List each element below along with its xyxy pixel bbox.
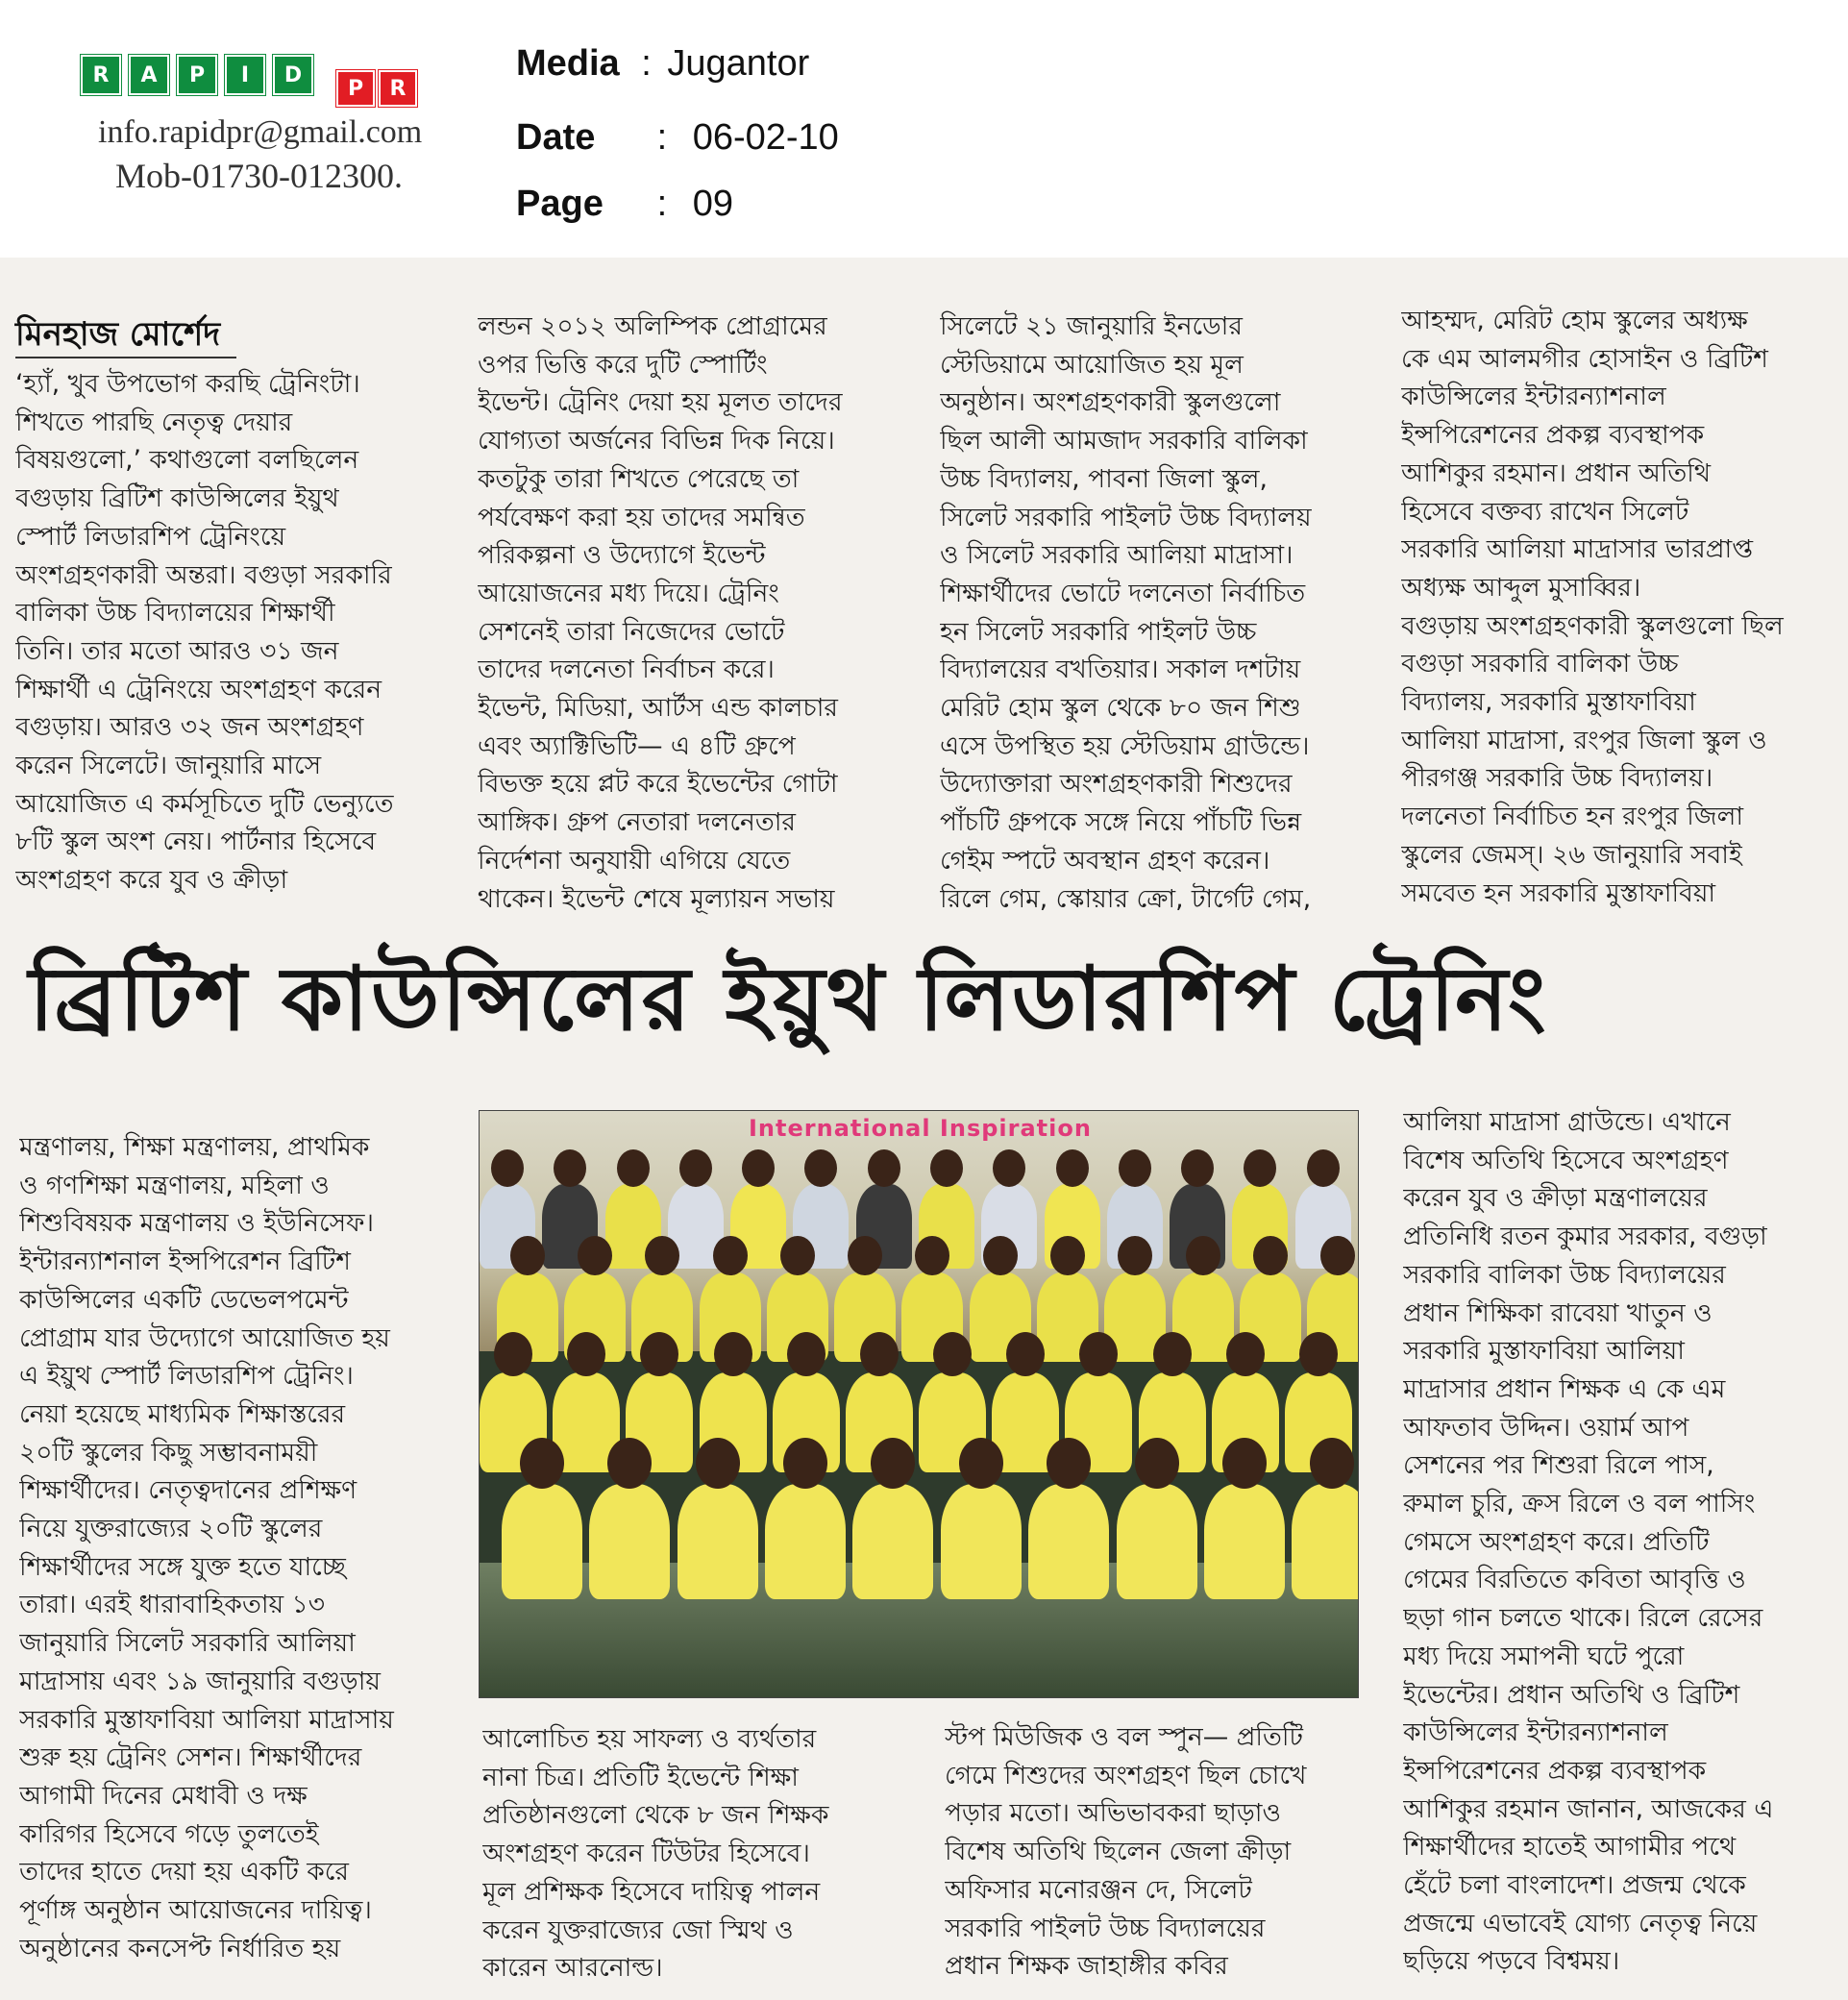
photo-banner-text: International Inspiration	[749, 1115, 1092, 1142]
column-bottom-4: আলিয়া মাদ্রাসা গ্রাউন্ডে। এখানে বিশেষ অতিথি হিসেবে অংশগ্রহণ করেন যুব ও ক্রীড়া মন্ত্রণালয়ের প্রতিনিধি রতন কুমার সরকার, বগুড়া সরকারি বালিকা উচ্চ বিদ্যালয়ের প্রধান শিক্ষিকা রাবেয়া খাতুন ও সরকারি মুস্তাফাবিয়া আলিয়া মাদ্রাসার প্রধান শিক্ষক এ কে এম আফতাব উদ্দিন। ওয়ার্ম আপ সেশনের পর শিশুরা রিলে পাস, রুমাল চুরি, ক্রস রিলে ও বল পাসিং গেমসে অংশগ্রহণ করে। প্রতিটি গেমের বিরতিতে কবিতা আবৃত্তি ও ছড়া গান চলতে থাকে। রিলে রেসের মধ্য দিয়ে সমাপনী ঘটে পুরো ইভেন্টের। প্রধান অতিথি ও ব্রিটিশ কাউন্সিলের ইন্টারন্যাশনাল ইন্সপিরেশনের প্রকল্প ব্যবস্থাপক আশিকুর রহমান জানান, আজকের এ শিক্ষার্থীদের হাতেই আগামীর পথে হেঁটে চলা বাংলাদেশ। প্রজন্ম থেকে প্রজন্মে এভাবেই যোগ্য নেতৃত্ব নিয়ে ছড়িয়ে পড়বে বিশ্বময়।	[1403, 1107, 1774, 1977]
page-value: 09	[692, 184, 733, 224]
column-bottom-1: মন্ত্রণালয়, শিক্ষা মন্ত্রণালয়, প্রাথমিক ও গণশিক্ষা মন্ত্রণালয়, মহিলা ও শিশুবিষয়ক মন্ত্রণালয় ও ইউনিসেফ। ইন্টারন্যাশনাল ইন্সপিরেশন ব্রিটিশ কাউন্সিলের একটি ডেভেলপমেন্ট প্রোগ্রাম যার উদ্যোগে আয়োজিত হয় এ ইয়ুথ স্পোর্ট লিডারশিপ ট্রেনিং। নেয়া হয়েছে মাধ্যমিক শিক্ষাস্তরের ২০টি স্কুলের কিছু সম্ভাবনাময়ী শিক্ষার্থীদের। নেতৃত্বদানের প্রশিক্ষণ নিয়ে যুক্তরাজ্যের ২০টি স্কুলের শিক্ষার্থীদের সঙ্গে যুক্ত হতে যাচ্ছে তারা। এরই ধারাবাহিকতায় ১৩ জানুয়ারি সিলেট সরকারি আলিয়া মাদ্রাসায় এবং ১৯ জানুয়ারি বগুড়ায় সরকারি মুস্তাফাবিয়া আলিয়া মাদ্রাসায় শুরু হয় ট্রেনিং সেশন। শিক্ষার্থীদের আগামী দিনের মেধাবী ও দক্ষ কারিগর হিসেবে গড়ে তুলতেই তাদের হাতে দেয়া হয় একটি করে পূর্ণাঙ্গ অনুষ্ঠান আয়োজনের দায়িত্ব। অনুষ্ঠানের কনসেপ্ট নির্ধারিত হয়	[19, 1132, 394, 1963]
logo-letter-a: A	[129, 55, 169, 95]
column-bottom-3: স্টপ মিউজিক ও বল স্পুন— প্রতিটি গেমে শিশুদের অংশগ্রহণ ছিল চোখে পড়ার মতো। অভিভাবকরা ছাড়াও বিশেষ অতিথি ছিলেন জেলা ক্রীড়া অফিসার মনোরঞ্জন দে, সিলেট সরকারি পাইলট উচ্চ বিদ্যালয়ের প্রধান শিক্ষক জাহাঙ্গীর কবির	[945, 1722, 1307, 1982]
column-top-1: ‘হ্যাঁ, খুব উপভোগ করছি ট্রেনিংটা। শিখতে পারছি নেতৃত্ব দেয়ার বিষয়গুলো,’ কথাগুলো বলছিলেন বগুড়ায় ব্রিটিশ কাউন্সিলের ইয়ুথ স্পোর্ট লিডারশিপ ট্রেনিংয়ে অংশগ্রহণকারী অন্তরা। বগুড়া সরকারি বালিকা উচ্চ বিদ্যালয়ের শিক্ষার্থী তিনি। তার মতো আরও ৩১ জন শিক্ষার্থী এ ট্রেনিংয়ে অংশগ্রহণ করেন বগুড়ায়। আরও ৩২ জন অংশগ্রহণ করেন সিলেটে। জানুয়ারি মাসে আয়োজিত এ কর্মসূচিতে দুটি ভেন্যুতে ৮টি স্কুল অংশ নেয়। পার্টনার হিসেবে অংশগ্রহণ করে যুব ও ক্রীড়া	[15, 369, 394, 896]
date-label: Date	[516, 117, 596, 158]
page-row	[516, 184, 733, 225]
column-top-2: লন্ডন ২০১২ অলিম্পিক প্রোগ্রামের ওপর ভিত্তি করে দুটি স্পোর্টিং ইভেন্ট। ট্রেনিং দেয়া হয় মূলত তাদের যোগ্যতা অর্জনের বিভিন্ন দিক নিয়ে। কতটুকু তারা শিখতে পেরেছে তা পর্যবেক্ষণ করা হয় তাদের সমন্বিত পরিকল্পনা ও উদ্যোগে ইভেন্ট আয়োজনের মধ্য দিয়ে। ট্রেনিং সেশনেই তারা নিজেদের ভোটে তাদের দলনেতা নির্বাচন করে। ইভেন্ট, মিডিয়া, আর্টস এন্ড কালচার এবং অ্যাক্টিভিটি— এ ৪টি গ্রুপে বিভক্ত হয়ে প্লট করে ইভেন্টের গোটা আঙ্গিক। গ্রুপ নেতারা দলনেতার নির্দেশনা অনুযায়ী এগিয়ে যেতে থাকেন। ইভেন্ট শেষে মূল্যায়ন সভায়	[478, 311, 843, 914]
rapid-pr-logo	[81, 55, 427, 199]
page-separator: :	[656, 184, 668, 224]
media-row	[516, 43, 809, 85]
date-separator: :	[656, 117, 668, 158]
column-top-3: সিলেটে ২১ জানুয়ারি ইনডোর স্টেডিয়ামে আয়োজিত হয় মূল অনুষ্ঠান। অংশগ্রহণকারী স্কুলগুলো ছিল আলী আমজাদ সরকারি বালিকা উচ্চ বিদ্যালয়, পাবনা জিলা স্কুল, সিলেট সরকারি পাইলট উচ্চ বিদ্যালয় ও সিলেট সরকারি আলিয়া মাদ্রাসা। শিক্ষার্থীদের ভোটে দলনেতা নির্বাচিত হন সিলেট সরকারি পাইলট উচ্চ বিদ্যালয়ের বখতিয়ার। সকাল দশটায় মেরিট হোম স্কুল থেকে ৮০ জন শিশু এসে উপস্থিত হয় স্টেডিয়াম গ্রাউন্ডে। উদ্যোক্তারা অংশগ্রহণকারী শিশুদের পাঁচটি গ্রুপকে সঙ্গে নিয়ে পাঁচটি ভিন্ন গেইম স্পটে অবস্থান গ্রহণ করেন। রিলে গেম, স্কোয়ার ক্রো, টার্গেট গেম,	[940, 311, 1312, 914]
media-value: Jugantor	[667, 43, 810, 84]
date-row	[516, 117, 839, 159]
headline: ব্রিটিশ কাউন্সিলের ইয়ুথ লিডারশিপ ট্রেনিং	[29, 948, 1548, 1050]
logo-letter-r: R	[81, 55, 121, 95]
media-separator: :	[641, 43, 652, 84]
column-top-4: আহম্মদ, মেরিট হোম স্কুলের অধ্যক্ষ কে এম আলমগীর হোসাইন ও ব্রিটিশ কাউন্সিলের ইন্টারন্যাশনাল ইন্সপিরেশনের প্রকল্প ব্যবস্থাপক আশিকুর রহমান। প্রধান অতিথি হিসেবে বক্তব্য রাখেন সিলেট সরকারি আলিয়া মাদ্রাসার ভারপ্রাপ্ত অধ্যক্ষ আব্দুল মুসাব্বির। বগুড়ায় অংশগ্রহণকারী স্কুলগুলো ছিল বগুড়া সরকারি বালিকা উচ্চ বিদ্যালয়, সরকারি মুস্তাফাবিয়া আলিয়া মাদ্রাসা, রংপুর জিলা স্কুল ও পীরগঞ্জ সরকারি উচ্চ বিদ্যালয়। দলনেতা নির্বাচিত হন রংপুর জিলা স্কুলের জেমস্। ২৬ জানুয়ারি সবাই সমবেত হন সরকারি মুস্তাফাবিয়া	[1401, 306, 1784, 908]
newspaper-clipping	[0, 258, 1848, 2000]
column-bottom-2: আলোচিত হয় সাফল্য ও ব্যর্থতার নানা চিত্র। প্রতিটি ইভেন্টে শিক্ষা প্রতিষ্ঠানগুলো থেকে ৮ জন শিক্ষক অংশগ্রহণ করেন টিউটর হিসেবে। মূল প্রশিক্ষক হিসেবে দায়িত্ব পালন করেন যুক্তরাজ্যের জো স্মিথ ও কারেন আরনোল্ড।	[482, 1724, 829, 1984]
logo-letter-p2: P	[336, 70, 375, 107]
byline: মিনহাজ মোর্শেদ	[15, 315, 221, 354]
byline-rule	[15, 357, 236, 358]
media-label: Media	[516, 43, 620, 84]
logo-letters	[81, 55, 421, 107]
group-photo	[479, 1110, 1359, 1698]
page-label: Page	[516, 184, 604, 224]
contact-mobile: Mob-01730-012300.	[115, 157, 403, 195]
date-value: 06-02-10	[692, 117, 839, 158]
logo-letter-d: D	[273, 55, 313, 95]
logo-letter-i: I	[225, 55, 265, 95]
logo-letter-p: P	[177, 55, 217, 95]
contact-email: info.rapidpr@gmail.com	[98, 114, 423, 150]
logo-letter-r2: R	[379, 70, 417, 107]
